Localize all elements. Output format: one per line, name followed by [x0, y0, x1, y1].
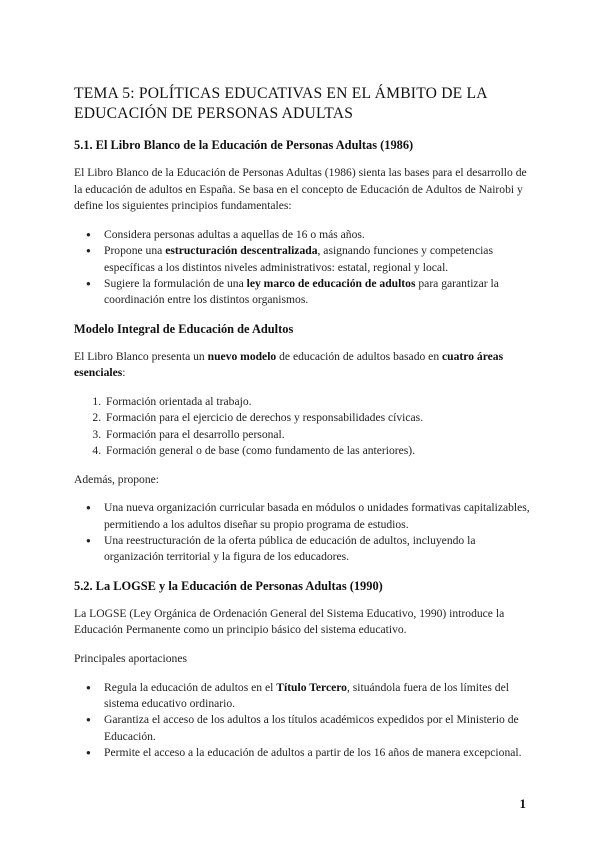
list-item: ● Considera personas adultas a aquellas de 16 o más años. [104, 227, 530, 243]
section-5-2-list [74, 680, 530, 762]
list-item: ● Permite el acceso a la educación de adultos a partir de los 16 años de manera excepcional. [104, 745, 530, 761]
list-item: ● Regula la educación de adultos en el Título Tercero, situándola fuera de los límites del sistema educativo ordinario. [104, 680, 530, 713]
page-title: TEMA 5: POLÍTICAS EDUCATIVAS EN EL ÁMBITO DE LA EDUCACIÓN DE PERSONAS ADULTAS [74, 85, 487, 122]
page-number: 1 [519, 796, 526, 811]
list-item: ● Garantiza el acceso de los adultos a los títulos académicos expedidos por el Ministerio de Educación. [104, 712, 530, 745]
section-5-2-intro: La LOGSE (Ley Orgánica de Ordenación General del Sistema Educativo, 1990) introduce la Educación Permanente como un principio básico del sistema educativo. [74, 606, 505, 637]
section-5-1-list [74, 227, 530, 309]
list-item: 3. Formación para el desarrollo personal. [104, 427, 530, 443]
list-item: ● Una nueva organización curricular basada en módulos o unidades formativas capitalizables, permitiendo a los adultos diseñar su propio programa de estudios. [104, 500, 530, 533]
document-page [74, 84, 530, 774]
list-item: 4. Formación general o de base (como fundamento de las anteriores). [104, 443, 530, 459]
model-also: Además, propone: [74, 472, 160, 486]
list-item: ● Sugiere la formulación de una ley marco de educación de adultos para garantizar la coordinación entre los distintos organismos. [104, 276, 530, 309]
proposals-list [74, 500, 530, 566]
section-heading-5-1: 5.1. El Libro Blanco de la Educación de Personas Adultas (1986) [74, 138, 414, 152]
section-5-2-sub: Principales aportaciones [74, 652, 187, 666]
model-intro: El Libro Blanco presenta un nuevo modelo de educación de adultos basado en cuatro áreas esenciales: [74, 349, 504, 380]
list-item: ● Una reestructuración de la oferta pública de educación de adultos, incluyendo la organización territorial y la figura de los educadores. [104, 533, 530, 566]
section-5-1-intro: El Libro Blanco de la Educación de Personas Adultas (1986) sienta las bases para el desarrollo de la educación de adultos en España. Se basa en el concepto de Educación de Adultos de Nairobi y define los siguientes principios fundamentales: [74, 166, 527, 213]
list-item: 2. Formación para el ejercicio de derechos y responsabilidades cívicas. [104, 410, 530, 426]
list-item: ● Propone una estructuración descentralizada, asignando funciones y competencias específicas a los distintos niveles administrativos: estatal, regional y local. [104, 243, 530, 276]
list-item: 1. Formación orientada al trabajo. [104, 394, 530, 410]
section-heading-5-2: 5.2. La LOGSE y la Educación de Personas Adultas (1990) [74, 578, 383, 593]
model-heading: Modelo Integral de Educación de Adultos [74, 321, 294, 336]
areas-list [74, 394, 530, 460]
